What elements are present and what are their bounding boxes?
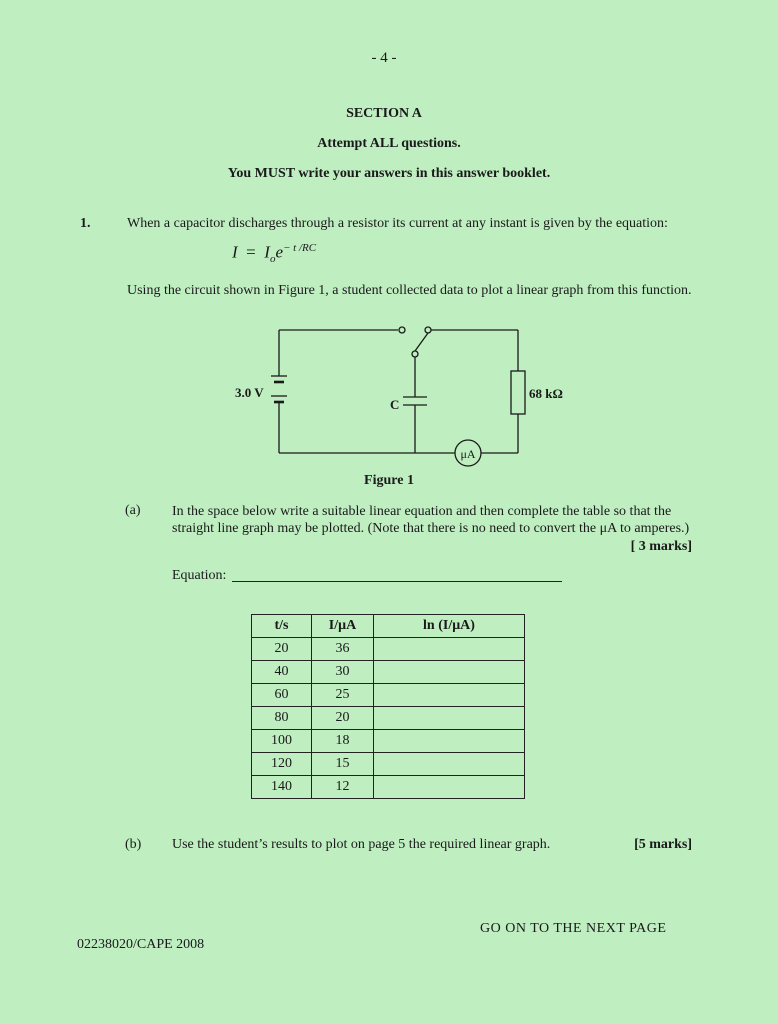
part-a-marks: [ 3 marks] — [630, 539, 692, 554]
question-intro: When a capacitor discharges through a resistor its current at any instant is given by the equation: — [127, 216, 668, 231]
header-ln-current: ln (I/μA) — [374, 615, 525, 638]
cell-ln-answer[interactable] — [374, 753, 525, 776]
cell-current: 20 — [312, 707, 374, 730]
circuit-description: Using the circuit shown in Figure 1, a student collected data to plot a linear graph from this function. — [127, 283, 692, 298]
table-row — [252, 707, 525, 730]
battery-label: 3.0 V — [235, 385, 264, 400]
cell-time: 20 — [252, 638, 312, 661]
cell-time: 120 — [252, 753, 312, 776]
part-b-marks: [5 marks] — [634, 837, 692, 852]
cell-time: 80 — [252, 707, 312, 730]
switch-pivot — [412, 351, 418, 357]
part-b-text: Use the student’s results to plot on page 5 the required linear graph. — [172, 837, 551, 852]
cell-current: 12 — [312, 776, 374, 799]
equation-lhs: I — [232, 242, 238, 262]
switch-contact-left — [399, 327, 405, 333]
cell-ln-answer[interactable] — [374, 638, 525, 661]
equation-exponent: − t /RC — [282, 242, 317, 254]
capacitor-label: C — [390, 397, 400, 412]
switch-contact-right — [425, 327, 431, 333]
cell-time: 140 — [252, 776, 312, 799]
part-a-text: In the space below write a suitable linear equation and then complete the table so that the straight line graph may be plotted. (Note that there is no need to convert the μA to amperes.) — [172, 504, 690, 536]
resistor — [511, 371, 525, 414]
part-b-label: (b) — [125, 837, 142, 852]
table-row — [252, 730, 525, 753]
section-title: SECTION A — [346, 106, 422, 121]
table-header-row — [252, 615, 525, 638]
equation-equals: = — [246, 242, 256, 262]
cell-ln-answer[interactable] — [374, 730, 525, 753]
cell-ln-answer[interactable] — [374, 776, 525, 799]
discharge-equation — [232, 242, 316, 265]
microammeter-label: μA — [460, 447, 476, 461]
question-number: 1. — [80, 216, 91, 231]
table-row — [252, 661, 525, 684]
go-on-notice: GO ON TO THE NEXT PAGE — [480, 921, 667, 936]
header-current: I/μA — [312, 615, 374, 638]
cell-time: 100 — [252, 730, 312, 753]
cell-current: 15 — [312, 753, 374, 776]
header-time: t/s — [252, 615, 312, 638]
cell-current: 18 — [312, 730, 374, 753]
cell-ln-answer[interactable] — [374, 661, 525, 684]
cell-time: 40 — [252, 661, 312, 684]
table-row — [252, 776, 525, 799]
page-number: - 4 - — [371, 50, 397, 66]
circuit-diagram — [230, 318, 563, 468]
equation-subscript: o — [269, 253, 276, 266]
equation-answer-line[interactable] — [232, 581, 562, 582]
equation-base: I — [264, 242, 270, 262]
cell-ln-answer[interactable] — [374, 707, 525, 730]
cell-current: 36 — [312, 638, 374, 661]
equation-label: Equation: — [172, 568, 227, 583]
cell-ln-answer[interactable] — [374, 684, 525, 707]
data-table — [251, 614, 525, 799]
table-row — [252, 753, 525, 776]
instruction-answer-booklet: You MUST write your answers in this answer booklet. — [227, 166, 551, 181]
resistor-label: 68 kΩ — [529, 386, 563, 401]
table-row — [252, 684, 525, 707]
instruction-attempt: Attempt ALL questions. — [317, 136, 461, 151]
cell-time: 60 — [252, 684, 312, 707]
equation-e: e — [275, 242, 283, 262]
cell-current: 25 — [312, 684, 374, 707]
cell-current: 30 — [312, 661, 374, 684]
switch-blade — [415, 333, 428, 351]
paper-code: 02238020/CAPE 2008 — [77, 937, 205, 952]
part-a-label: (a) — [125, 503, 141, 518]
table-row — [252, 638, 525, 661]
figure-caption: Figure 1 — [364, 473, 414, 488]
